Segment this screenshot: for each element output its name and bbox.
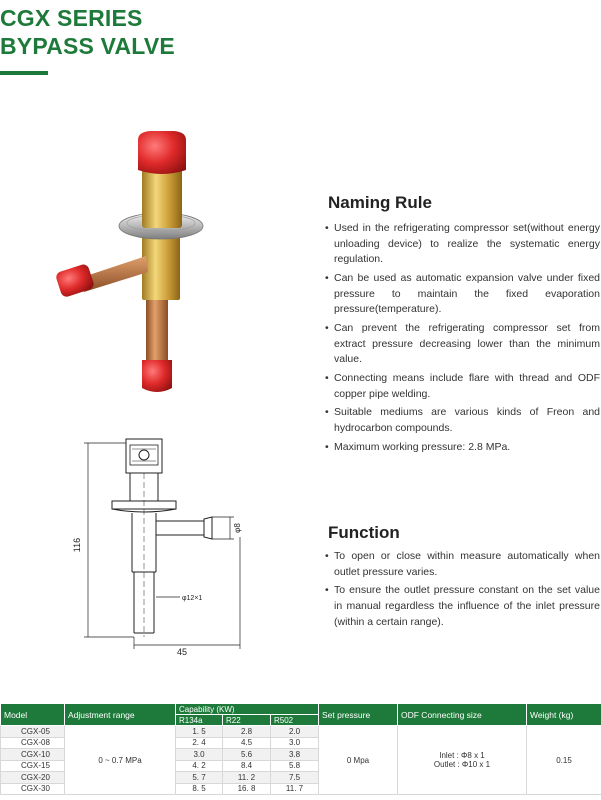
cell-r22: 11. 2 (223, 772, 271, 784)
cell-r502: 2.0 (271, 726, 319, 738)
cell-r134a: 5. 7 (176, 772, 223, 784)
cell-r22: 4.5 (223, 737, 271, 749)
cell-r22: 2.8 (223, 726, 271, 738)
spec-table (0, 703, 601, 795)
cell-r134a: 1. 5 (176, 726, 223, 738)
cell-r22: 8.4 (223, 760, 271, 772)
col-header-r134a: R134a (176, 715, 223, 726)
cell-r502: 3.8 (271, 749, 319, 761)
cell-set-pressure: 0 Mpa (319, 726, 398, 795)
naming-rule-list (325, 221, 600, 458)
dim-body-label: φ12×1 (182, 595, 203, 602)
odf-inlet: Inlet : Φ8 x 1 (439, 751, 485, 760)
cell-odf (398, 726, 527, 795)
cell-model: CGX-15 (1, 760, 65, 772)
dim-height-label: 116 (72, 537, 82, 553)
cell-model: CGX-05 (1, 726, 65, 738)
list-item: • To ensure the outlet pressure constant on the set value in manual regardless the influence of the inlet pressure (within a certain range). (325, 583, 600, 630)
list-item: • Maximum working pressure: 2.8 MPa. (325, 440, 600, 456)
cell-r134a: 3.0 (176, 749, 223, 761)
list-item: • Can prevent the refrigerating compressor set from extract pressure decreasing lower than the minimum value. (325, 321, 600, 368)
cell-r502: 11. 7 (271, 783, 319, 795)
cell-r502: 5.8 (271, 760, 319, 772)
cell-r134a: 4. 2 (176, 760, 223, 772)
col-header-r22: R22 (223, 715, 271, 726)
title-underline (0, 71, 48, 75)
col-header-set-pressure: Set pressure (319, 704, 398, 726)
title-line-1: CGX SERIES (0, 5, 143, 31)
valve-dimension-drawing (64, 437, 264, 655)
col-header-weight: Weight (kg) (527, 704, 601, 726)
cell-r134a: 8. 5 (176, 783, 223, 795)
col-header-odf: ODF Connecting size (398, 704, 527, 726)
col-header-model: Model (1, 704, 65, 726)
cell-r22: 5.6 (223, 749, 271, 761)
dim-width-label: 45 (176, 647, 188, 655)
odf-outlet: Outlet : Φ10 x 1 (433, 760, 491, 769)
cell-r502: 7.5 (271, 772, 319, 784)
cell-r502: 3.0 (271, 737, 319, 749)
function-list (325, 549, 600, 633)
cell-r22: 16. 8 (223, 783, 271, 795)
cell-model: CGX-30 (1, 783, 65, 795)
list-item: • To open or close within measure automatically when outlet pressure varies. (325, 549, 600, 580)
title-line-2: BYPASS VALVE (0, 33, 175, 59)
list-item: • Connecting means include flare with thread and ODF copper pipe welding. (325, 371, 600, 402)
cell-adjustment-range: 0 ~ 0.7 MPa (65, 726, 176, 795)
cell-model: CGX-20 (1, 772, 65, 784)
cell-r134a: 2. 4 (176, 737, 223, 749)
col-header-adjustment: Adjustment range (65, 704, 176, 726)
col-header-r502: R502 (271, 715, 319, 726)
list-item: • Used in the refrigerating compressor set(without energy unloading device) to realize the systematic energy regulation. (325, 221, 600, 268)
dim-pipe-label: φ8 (233, 523, 242, 533)
list-item: • Suitable mediums are various kinds of Freon and hydrocarbon compounds. (325, 405, 600, 436)
function-heading: Function (328, 523, 400, 542)
naming-rule-heading: Naming Rule (328, 193, 432, 212)
cell-model: CGX-10 (1, 749, 65, 761)
cell-weight: 0.15 (527, 726, 601, 795)
cell-model: CGX-08 (1, 737, 65, 749)
page-title (0, 4, 175, 60)
valve-product-image (50, 128, 240, 398)
table-row (1, 726, 601, 738)
list-item: • Can be used as automatic expansion valve under fixed pressure to maintain the fixed evaporation pressure(temperature). (325, 271, 600, 318)
col-header-capability: Capability (KW) (176, 704, 319, 715)
